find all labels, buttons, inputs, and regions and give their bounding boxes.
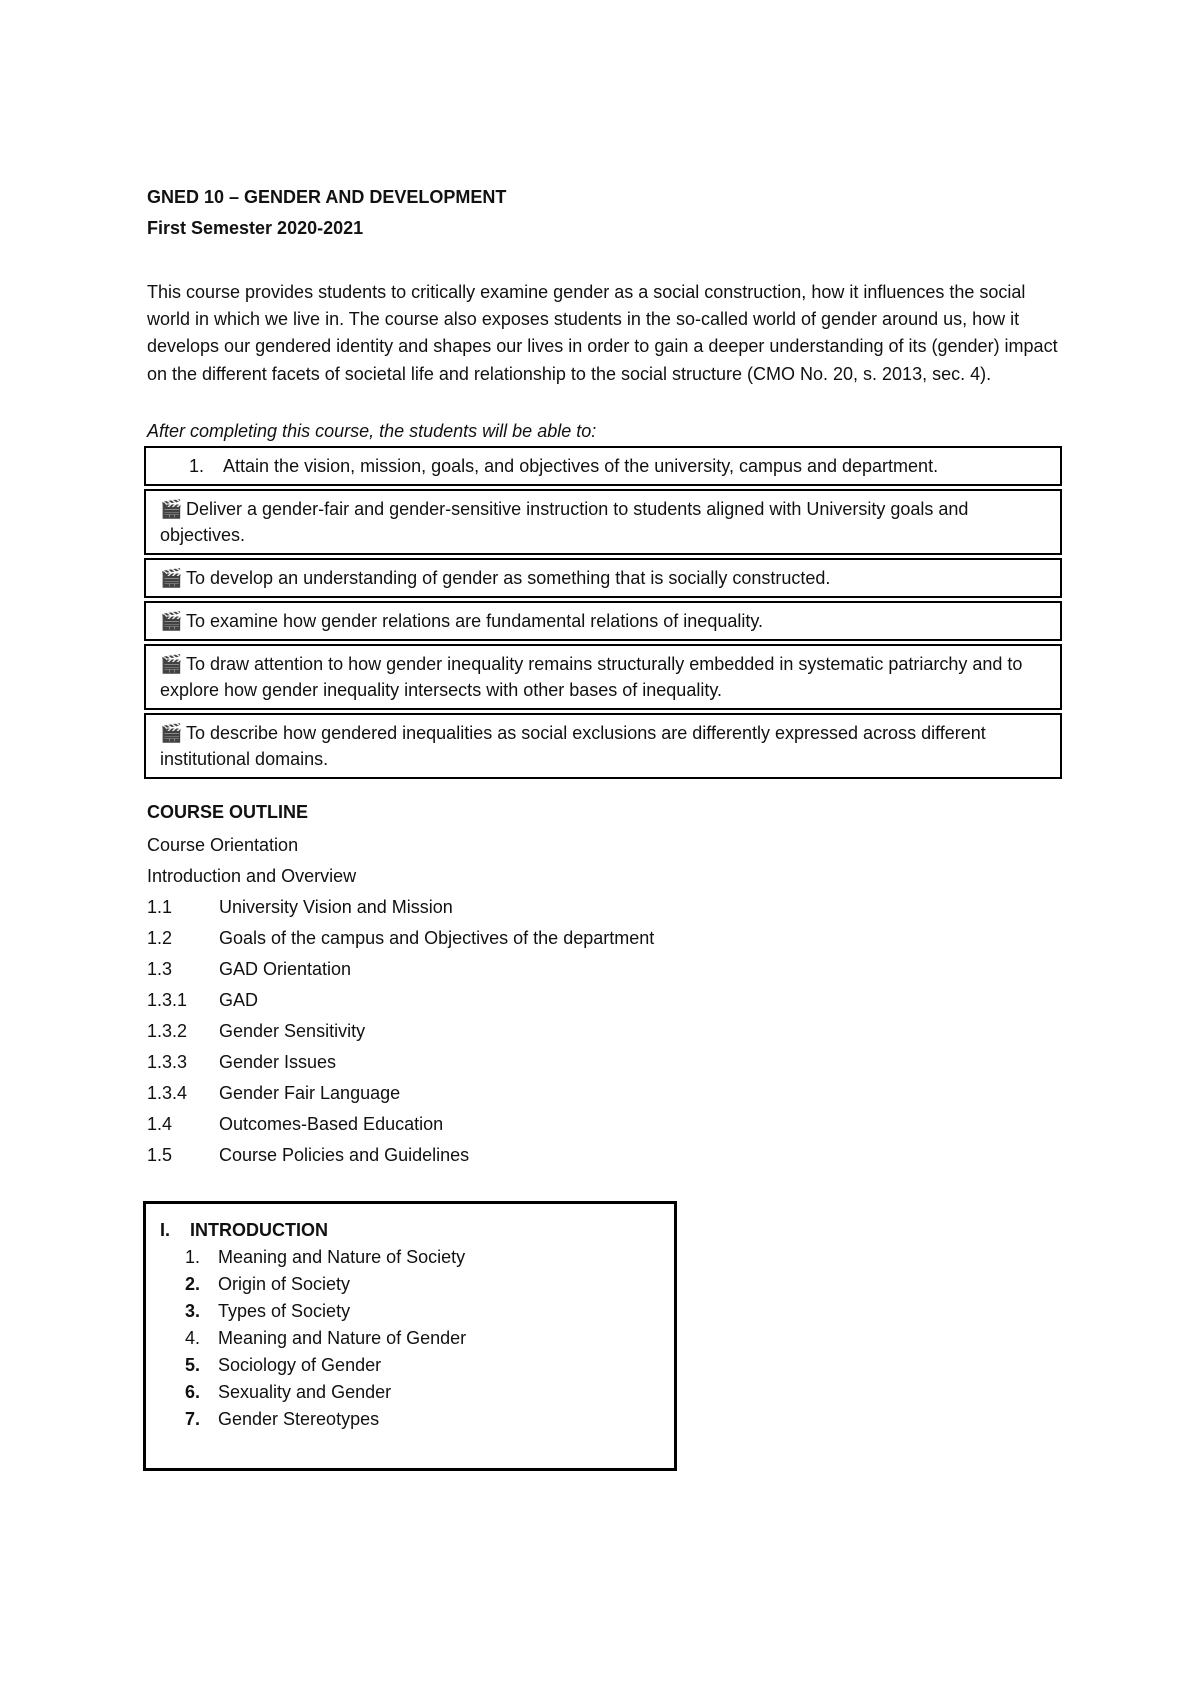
outline-number: 1.1	[147, 897, 173, 917]
item-number: 4.	[184, 1328, 200, 1348]
clapperboard-icon: 🎬	[160, 723, 183, 743]
outline-number: 1.5	[147, 1145, 173, 1165]
item-number: 2.	[184, 1274, 200, 1294]
list-item	[160, 1379, 674, 1406]
list-item	[160, 1325, 674, 1352]
item-text: Origin of Society	[218, 1274, 351, 1294]
outline-number: 1.3.4	[147, 1083, 188, 1103]
objective-text: Deliver a gender-fair and gender-sensitive instruction to students aligned with University goals and objectives.	[160, 499, 969, 545]
clapperboard-icon: 🎬	[160, 499, 183, 519]
outline-item	[147, 923, 847, 954]
outline-text: Outcomes-Based Education	[219, 1114, 444, 1134]
outline-number: 1.2	[147, 928, 173, 948]
outline-number: 1.4	[147, 1114, 173, 1134]
outline-item	[147, 1140, 847, 1171]
objective-row	[144, 489, 1062, 555]
roman-numeral: I.	[160, 1220, 171, 1240]
outline-text: Gender Fair Language	[219, 1083, 401, 1103]
clapperboard-icon: 🎬	[160, 568, 183, 588]
outline-number: 1.3.1	[147, 990, 188, 1010]
outline-text: Gender Sensitivity	[219, 1021, 366, 1041]
objective-number: 1.	[189, 456, 205, 476]
outline-number: 1.3.2	[147, 1021, 188, 1041]
course-title: GNED 10 – GENDER AND DEVELOPMENT	[147, 187, 507, 207]
objective-row	[144, 713, 1062, 779]
list-item	[160, 1244, 674, 1271]
item-number: 6.	[184, 1382, 200, 1402]
course-outline	[147, 830, 847, 1171]
objective-text: To draw attention to how gender inequality remains structurally embedded in systematic patriarchy and to explore how gender inequality intersects with other bases of inequality.	[160, 654, 1023, 700]
objective-text: To develop an understanding of gender as something that is socially constructed.	[186, 568, 831, 588]
list-item	[160, 1271, 674, 1298]
objective-text: Attain the vision, mission, goals, and objectives of the university, campus and department.	[223, 456, 939, 476]
outline-item	[147, 985, 847, 1016]
outline-item	[147, 1109, 847, 1140]
introduction-heading	[160, 1216, 674, 1244]
objectives-table	[144, 446, 1062, 779]
objective-row	[144, 644, 1062, 710]
list-item	[160, 1298, 674, 1325]
list-item	[160, 1406, 674, 1433]
item-text: Gender Stereotypes	[218, 1409, 380, 1429]
outline-text: GAD Orientation	[219, 959, 352, 979]
introduction-box	[143, 1201, 677, 1471]
outline-title: COURSE OUTLINE	[147, 802, 309, 822]
outline-number: 1.3.3	[147, 1052, 188, 1072]
item-text: Types of Society	[218, 1301, 351, 1321]
outline-item	[147, 954, 847, 985]
item-text: Meaning and Nature of Gender	[218, 1328, 467, 1348]
outline-orientation: Course Orientation	[147, 835, 299, 855]
outline-text: Gender Issues	[219, 1052, 337, 1072]
outline-text: GAD	[219, 990, 259, 1010]
semester: First Semester 2020-2021	[147, 218, 364, 238]
course-description: This course provides students to critically examine gender as a social construction, how it influences the social world in which we live in. The course also exposes students in the so-called world of gender around us, how it develops our gendered identity and shapes our lives in order to gain a deeper understanding of its (gender) impact on the different facets of societal life and relationship to the social structure (CMO No. 20, s. 2013, sec. 4).	[147, 282, 1058, 384]
outline-item	[147, 1016, 847, 1047]
outline-text: Goals of the campus and Objectives of the department	[219, 928, 655, 948]
outline-item	[147, 1047, 847, 1078]
item-number: 1.	[184, 1247, 200, 1267]
outline-item	[147, 892, 847, 923]
item-number: 5.	[184, 1355, 200, 1375]
item-number: 7.	[184, 1409, 200, 1429]
outline-text: University Vision and Mission	[219, 897, 453, 917]
objective-row	[144, 558, 1062, 598]
objectives-intro: After completing this course, the students will be able to:	[147, 421, 597, 441]
outline-overview: Introduction and Overview	[147, 866, 357, 886]
clapperboard-icon: 🎬	[160, 654, 183, 674]
item-text: Meaning and Nature of Society	[218, 1247, 466, 1267]
outline-item	[147, 1078, 847, 1109]
outline-text: Course Policies and Guidelines	[219, 1145, 470, 1165]
item-text: Sociology of Gender	[218, 1355, 382, 1375]
objective-row	[144, 601, 1062, 641]
objective-text: To describe how gendered inequalities as social exclusions are differently expressed across different institutional domains.	[160, 723, 986, 769]
item-number: 3.	[184, 1301, 200, 1321]
outline-number: 1.3	[147, 959, 173, 979]
clapperboard-icon: 🎬	[160, 611, 183, 631]
item-text: Sexuality and Gender	[218, 1382, 392, 1402]
list-item	[160, 1352, 674, 1379]
objective-text: To examine how gender relations are fundamental relations of inequality.	[186, 611, 764, 631]
introduction-title: INTRODUCTION	[190, 1220, 328, 1240]
objective-row	[144, 446, 1062, 486]
